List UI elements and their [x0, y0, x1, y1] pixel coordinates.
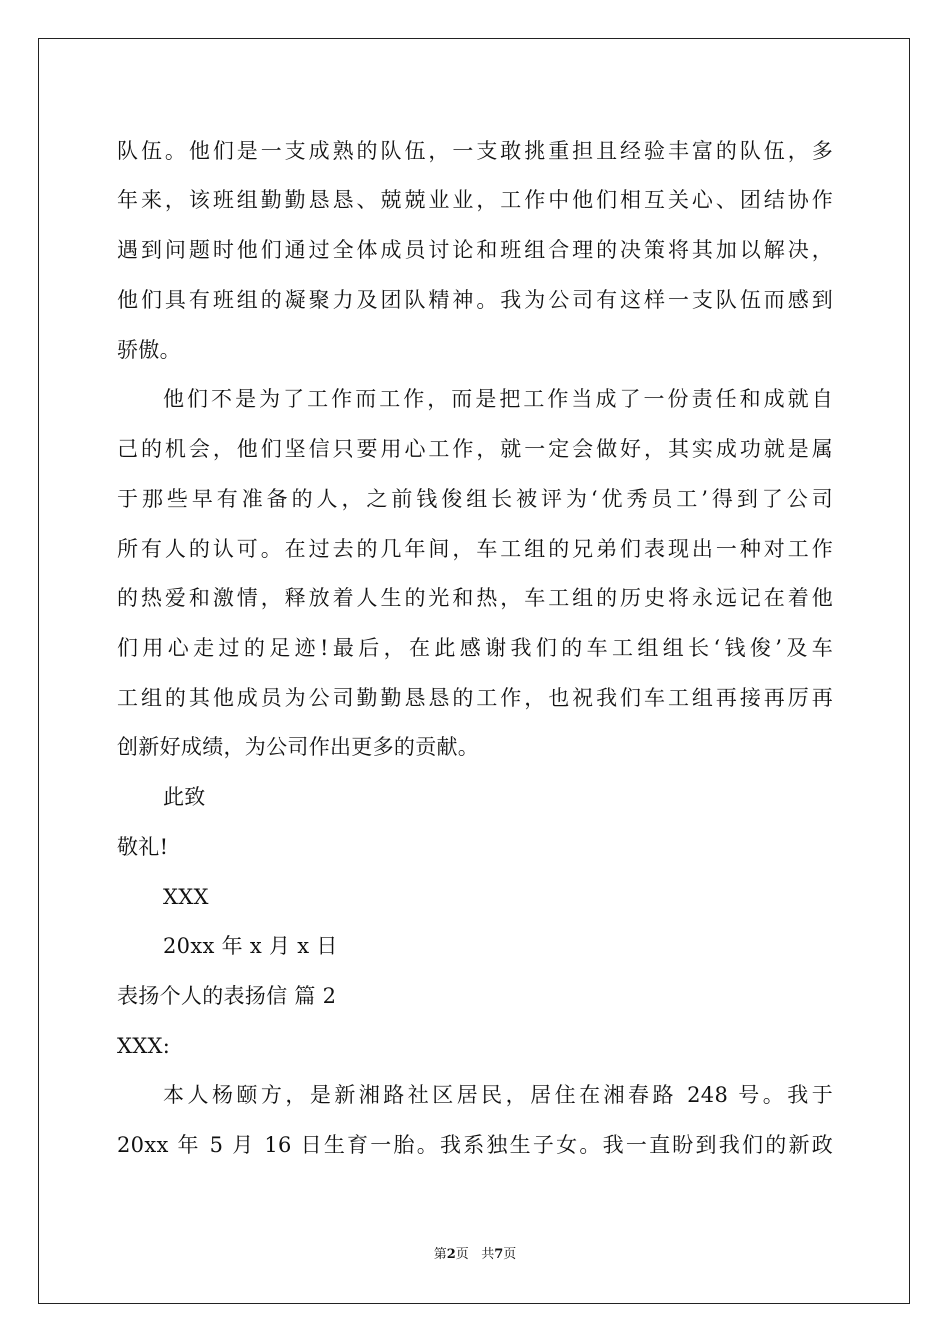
paragraph-1-line: 遇到问题时他们通过全体成员讨论和班组合理的决策将其加以解决，: [117, 238, 833, 262]
paragraph-2-line: 己的机会，他们坚信只要用心工作，就一定会做好，其实成功就是属: [117, 437, 833, 461]
paragraph-2-line: 创新好成绩，为公司作出更多的贡献。: [117, 735, 480, 759]
paragraph-2-line: 他们不是为了工作而工作，而是把工作当成了一份责任和成就自: [163, 387, 833, 411]
paragraph-1-line: 队伍。他们是一支成熟的队伍，一支敢挑重担且经验丰富的队伍，多: [117, 139, 833, 163]
footer-prefix: 第: [433, 1247, 447, 1262]
addressee: XXX:: [117, 1034, 171, 1058]
paragraph-3-line: 20xx 年 5 月 16 日生育一胎。我系独生子女。我一直盼到我们的新政: [117, 1133, 833, 1157]
paragraph-2-line: 于那些早有准备的人，之前钱俊组长被评为‘优秀员工’得到了公司: [117, 487, 833, 511]
paragraph-1-line: 他们具有班组的凝聚力及团队精神。我为公司有这样一支队伍而感到: [117, 288, 833, 312]
paragraph-2-line: 所有人的认可。在过去的几年间，车工组的兄弟们表现出一种对工作: [117, 537, 833, 561]
paragraph-1-line: 年来，该班组勤勤恳恳、兢兢业业，工作中他们相互关心、团结协作: [117, 188, 833, 212]
closing-greeting: 此致: [163, 785, 206, 809]
page-border: [38, 38, 910, 1304]
footer-current-page: 2: [446, 1247, 456, 1262]
paragraph-2-line: 们用心走过的足迹!最后，在此感谢我们的车工组组长‘钱俊’及车: [117, 636, 833, 660]
footer-suffix: 页: [503, 1247, 517, 1262]
page-number-footer: [0, 1247, 950, 1263]
section-title: 表扬个人的表扬信 篇 2: [117, 984, 337, 1008]
paragraph-2-line: 的热爱和激情，释放着人生的光和热，车工组的历史将永远记在着他: [117, 586, 833, 610]
paragraph-3-line: 本人杨颐方，是新湘路社区居民，居住在湘春路 248 号。我于: [163, 1083, 833, 1107]
signature: XXX: [163, 885, 209, 909]
paragraph-1-line: 骄傲。: [117, 338, 181, 362]
footer-mid: 页 共: [455, 1247, 495, 1262]
closing-salute: 敬礼!: [117, 835, 169, 859]
footer-total-pages: 7: [494, 1247, 504, 1262]
paragraph-2-line: 工组的其他成员为公司勤勤恳恳的工作，也祝我们车工组再接再厉再: [117, 686, 833, 710]
date: 20xx 年 x 月 x 日: [163, 934, 338, 958]
